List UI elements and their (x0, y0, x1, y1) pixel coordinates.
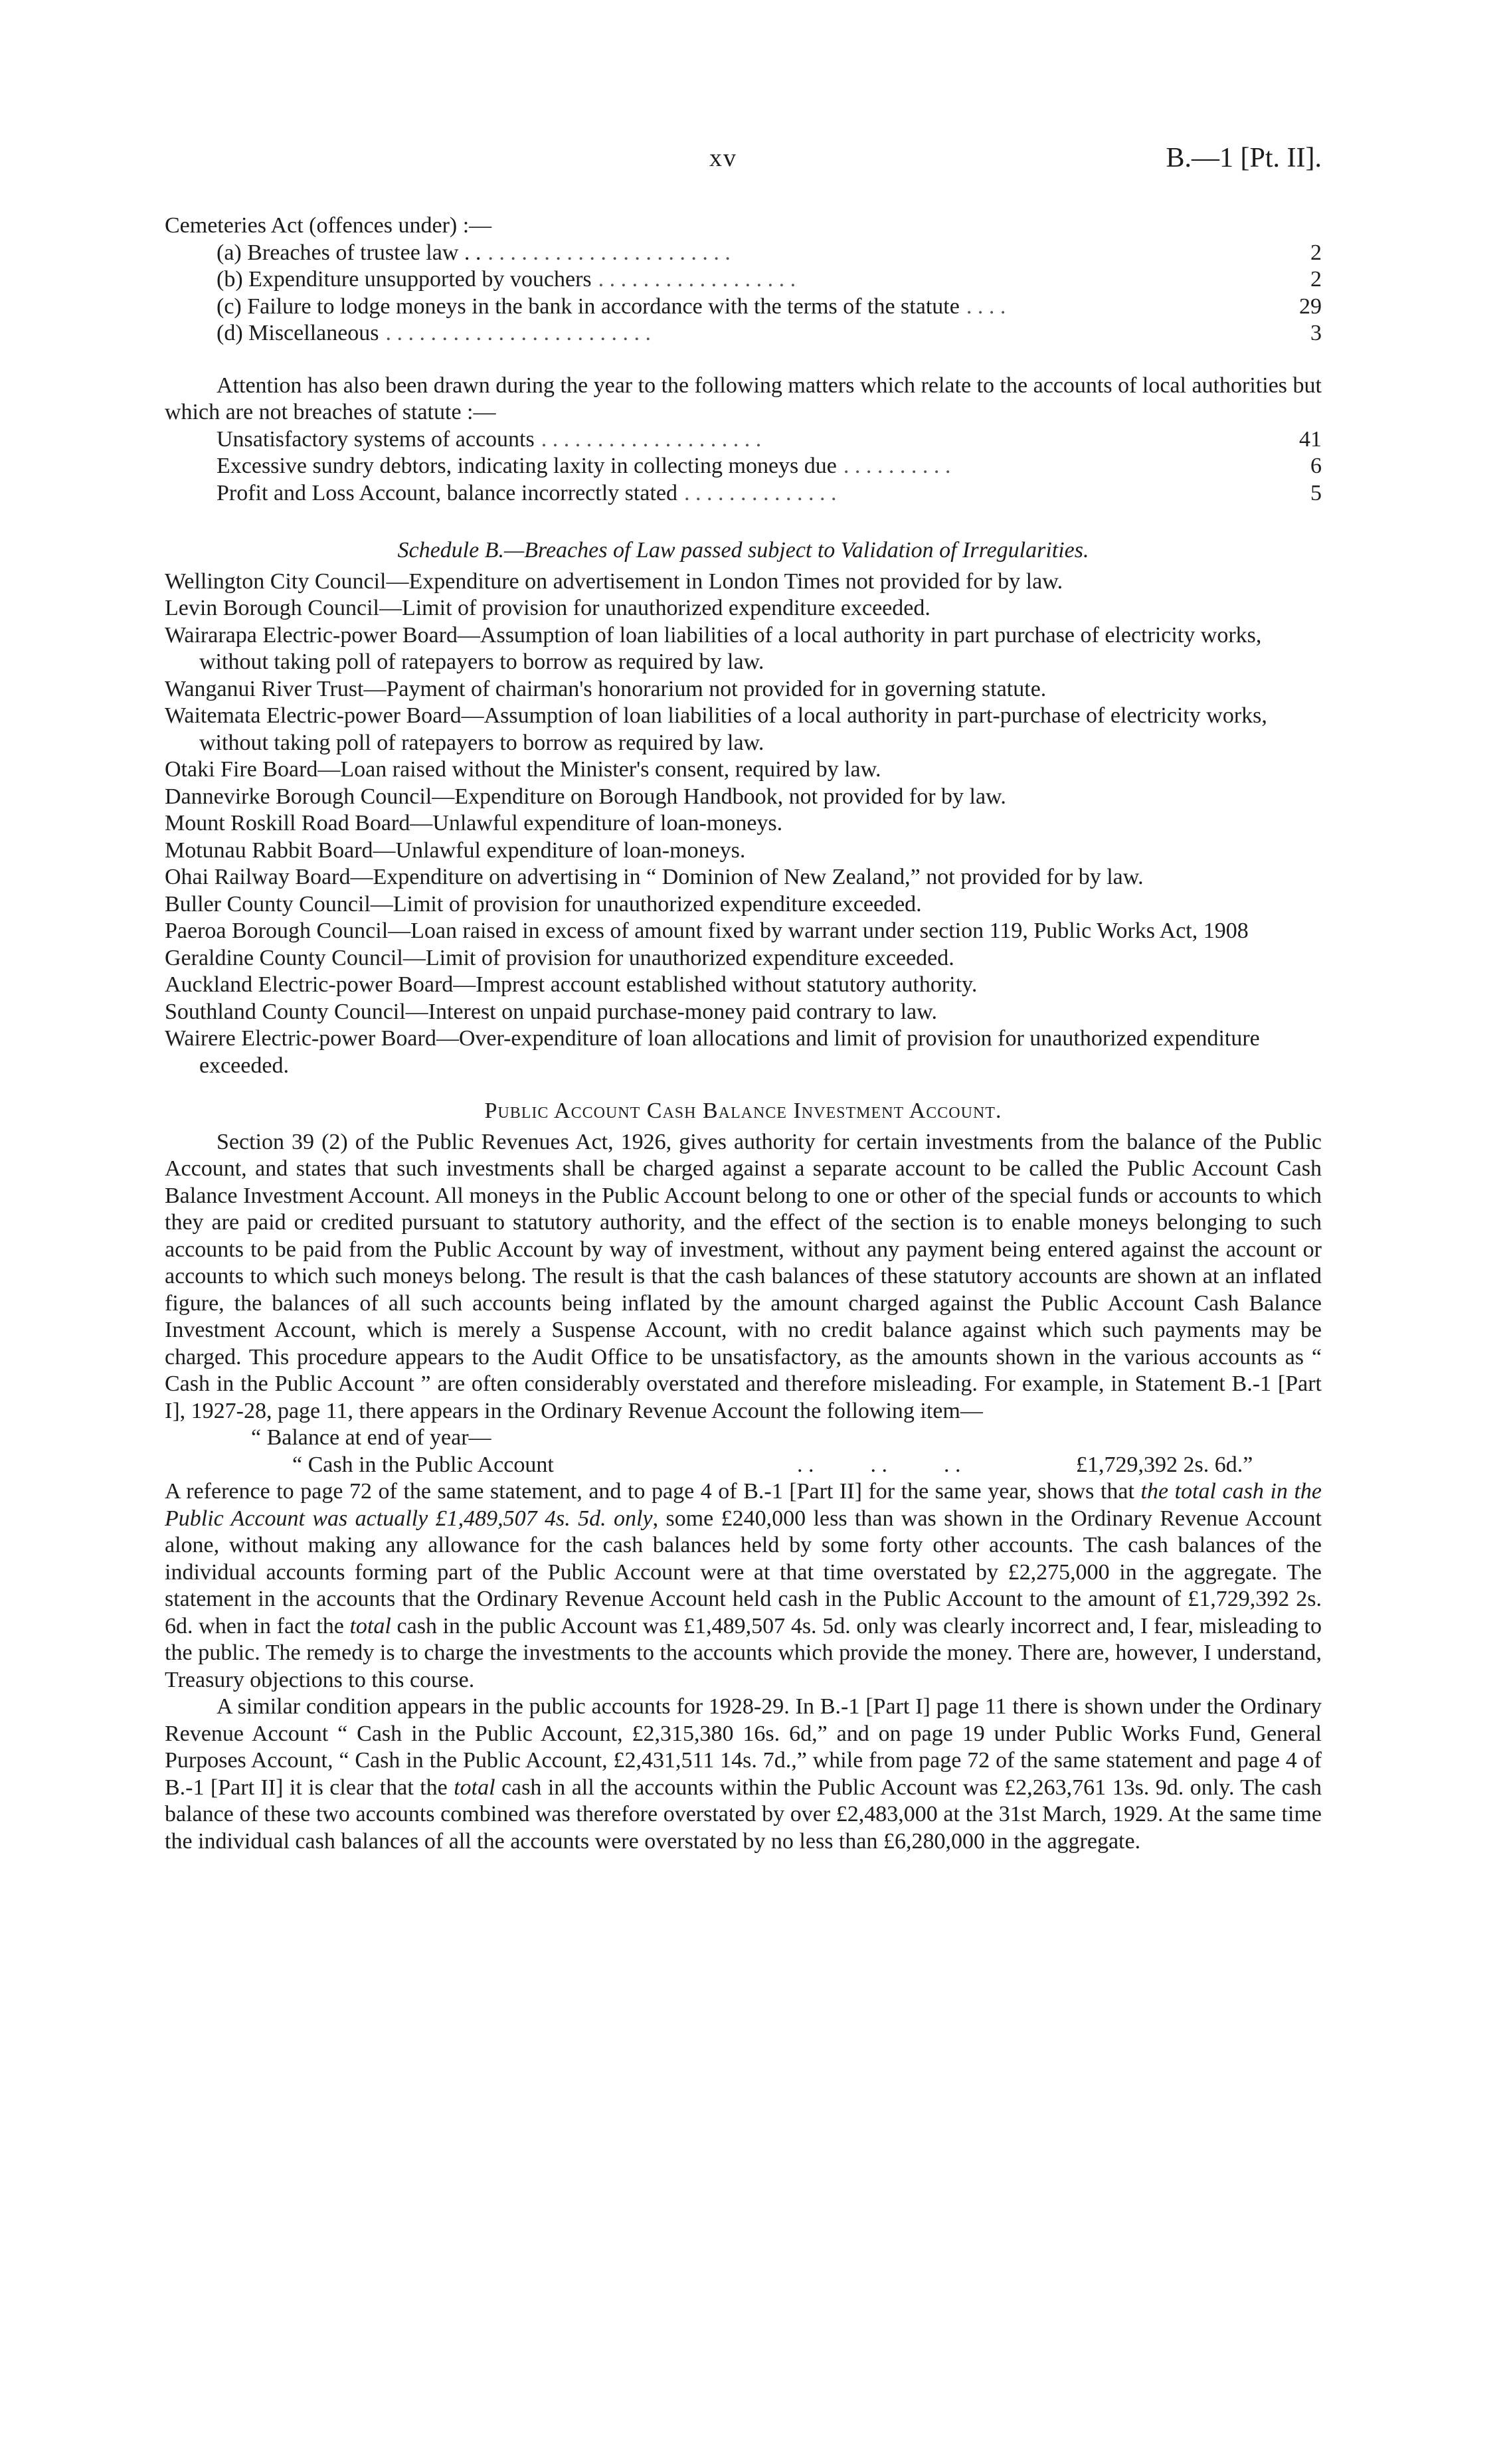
item-count: 41 (1299, 426, 1322, 452)
paragraph-text: A similar condition appears in the public accounts for 1928-29. In B.-1 [Part I] page 11 there is shown under the Ordinary Revenue Account “ Cash in the Public Account, £2,315,380 16s. 6d,” and on page 19 under Public Works Fund, General Purposes Account, “ Cash in the Public Account, £2,431,511 14s. 7d.,” while from page 72 of the same statement and page 4 of B.-1 [Part II] it is clear that the (165, 1694, 1322, 1800)
schedule-entry: Wairere Electric-power Board—Over-expenditure of loan allocations and limit of provision for unauthorized expenditure exceeded. (165, 1026, 1260, 1078)
list-item (165, 240, 1322, 267)
paragraph-text: cash in the public Account was £1,489,507 4s. 5d. only was clearly incorrect and, I fear, misleading to the public. The remedy is to charge the investments to the accounts which provide the money. There are, however, I understand, Treasury objections to this course. (165, 1613, 1322, 1692)
quote-amount: £1,729,392 2s. 6d.” (1076, 1452, 1253, 1477)
schedule-entry: Mount Roskill Road Board—Unlawful expenditure of loan-moneys. (165, 811, 783, 836)
document-page (165, 145, 1322, 1855)
item-count: 29 (1299, 294, 1322, 319)
item-label: (c) Failure to lodge moneys in the bank in accordance with the terms of the statute (217, 294, 960, 319)
paragraph-text: , some £240,000 less than was shown in the Ordinary Revenue Account alone, without making any allowance for the cash balances held by some forty other accounts. The cash balances of the individual accounts forming part of the Public Account were at that time overstated by £2,275,000 in the aggregate. The statement in the accounts that the Ordinary Revenue Account held cash in the Public Account to the amount of £1,729,392 2s. 6d. when in fact the (165, 1506, 1322, 1638)
investment-paragraph (165, 1694, 1322, 1855)
paragraph-text: cash in all the accounts within the Public Account was £2,263,761 13s. 9d. only. The cash balance of these two accounts combined was therefore overstated by over £2,483,000 at the 31st March, 1929. At the same time the individual cash balances of all the accounts were overstated by no less than £6,280,000 in the aggregate. (165, 1775, 1322, 1854)
investment-paragraph (165, 1478, 1322, 1694)
page-numeral: xv (709, 144, 737, 172)
leader-dots: . . . . . . . . . . . . . . (683, 480, 837, 505)
investment-section (165, 1098, 1322, 1855)
cemeteries-section (165, 213, 1322, 347)
investment-heading: Public Account Cash Balance Investment Account. (484, 1099, 1002, 1123)
schedule-entry: Motunau Rabbit Board—Unlawful expenditure of loan-moneys. (165, 837, 746, 863)
schedule-entry: Otaki Fire Board—Loan raised without the Minister's consent, required by law. (165, 757, 881, 782)
leader-dots: . . . . . . . . . . . . . . . . . . . . . . (488, 240, 731, 265)
leader-dots: . . . . . . . . . . (843, 454, 951, 478)
schedule-b-heading: Schedule B.—Breaches of Law passed subject to Validation of Irregularities. (397, 538, 1089, 563)
schedule-entry: Wellington City Council—Expenditure on advertisement in London Times not provided for by law. (165, 569, 1063, 594)
schedule-entry: Wanganui River Trust—Payment of chairman's honorarium not provided for in governing statute. (165, 676, 1047, 701)
quote-label: “ Cash in the Public Account (292, 1452, 554, 1477)
item-label: Excessive sundry debtors, indicating laxity in collecting moneys due (217, 454, 837, 478)
list-item (165, 320, 1322, 347)
list-item (165, 266, 1322, 294)
schedule-entry: Southland County Council—Interest on unpaid purchase-money paid contrary to law. (165, 999, 937, 1024)
schedule-b-section (165, 537, 1322, 1079)
paragraph-text: A reference to page 72 of the same statement, and to page 4 of B.-1 [Part II] for the same year, shows that (165, 1479, 1141, 1504)
schedule-entry: Wairarapa Electric-power Board—Assumption of loan liabilities of a local authority in part purchase of electricity works, without taking poll of ratepayers to borrow as required by law. (165, 622, 1262, 674)
item-label: (a) Breaches of trustee law . . (217, 240, 482, 265)
emphasis-text: total (454, 1775, 495, 1800)
list-item (165, 453, 1322, 480)
schedule-entry: Buller County Council—Limit of provision for unauthorized expenditure exceeded. (165, 891, 922, 917)
emphasis-text: total (349, 1613, 391, 1638)
schedule-entry: Paeroa Borough Council—Loan raised in excess of amount fixed by warrant under section 119, Public Works Act, 1908 (165, 919, 1249, 943)
attention-paragraph: Attention has also been drawn during the year to the following matters which relate to the accounts of local authorities but which are not breaches of statute :— (165, 373, 1322, 424)
cemeteries-heading: Cemeteries Act (offences under) :— (165, 213, 492, 238)
item-count: 3 (1310, 321, 1322, 345)
list-item (165, 426, 1322, 454)
schedule-entry: Dannevirke Borough Council—Expenditure on Borough Handbook, not provided for by law. (165, 784, 1006, 809)
item-count: 6 (1310, 454, 1322, 478)
item-label: (d) Miscellaneous (217, 321, 379, 345)
item-count: 2 (1310, 267, 1322, 292)
schedule-entry: Ohai Railway Board—Expenditure on advertising in “ Dominion of New Zealand,” not provided for by law. (165, 865, 1144, 889)
item-label: (b) Expenditure unsupported by vouchers (217, 267, 592, 292)
investment-paragraph: Section 39 (2) of the Public Revenues Act, 1926, gives authority for certain investments from the balance of the Public Account, and states that such investments shall be charged against a separate account to be called the Public Account Cash Balance Investment Account. All moneys in the Public Account belong to one or other of the special funds or accounts to which they are paid or credited pursuant to statutory authority, and the effect of the section is to enable moneys belonging to such accounts to be paid from the Public Account by way of investment, without any payment being entered against the account or accounts to which such moneys belong. The result is that the cash balances of these statutory accounts are shown at an inflated figure, the balances of all such accounts being inflated by the amount charged against the Public Account Cash Balance Investment Account, which is merely a Suspense Account, with no credit balance against which such payments may be charged. This procedure appears to the Audit Office to be unsatisfactory, as the amounts shown in the various accounts as “ Cash in the Public Account ” are often considerably overstated and therefore misleading. For example, in Statement B.-1 [Part I], 1927-28, page 11, there appears in the Ordinary Revenue Account the following item— (165, 1129, 1322, 1423)
schedule-entry: Levin Borough Council—Limit of provision for unauthorized expenditure exceeded. (165, 596, 931, 620)
item-count: 2 (1310, 240, 1322, 265)
schedule-entry: Auckland Electric-power Board—Imprest account established without statutory authority. (165, 972, 978, 997)
list-item (165, 480, 1322, 507)
emphasis-text: the total cash in the Public Account was actually £1,489,507 4s. 5d. only (165, 1479, 1322, 1531)
item-label: Profit and Loss Account, balance incorrectly stated (217, 480, 677, 505)
schedule-entry: Waitemata Electric-power Board—Assumption of loan liabilities of a local authority in part-purchase of electricity works, without taking poll of ratepayers to borrow as required by law. (165, 703, 1267, 755)
leader-dots: . . . . . . . . . . . . . . . . . . . . (541, 426, 762, 452)
leader-dots: . . . . . . . . . . . . . . . . . . . . . . . . (385, 321, 652, 345)
attention-section (165, 373, 1322, 507)
quote-line: “ Balance at end of year— (251, 1425, 491, 1450)
quote-item (165, 1452, 1322, 1479)
item-label: Unsatisfactory systems of accounts (217, 426, 535, 452)
list-item (165, 294, 1322, 321)
leader-dots: . . . . . . . . . . . . . . . . . . (598, 267, 796, 292)
leader-dots: . . . . . . (797, 1452, 961, 1477)
item-count: 5 (1310, 480, 1322, 505)
schedule-entry: Geraldine County Council—Limit of provision for unauthorized expenditure exceeded. (165, 945, 954, 970)
report-reference: B.—1 [Pt. II]. (1166, 143, 1322, 173)
leader-dots: . . . . (966, 294, 1006, 319)
page-header (165, 145, 1322, 186)
